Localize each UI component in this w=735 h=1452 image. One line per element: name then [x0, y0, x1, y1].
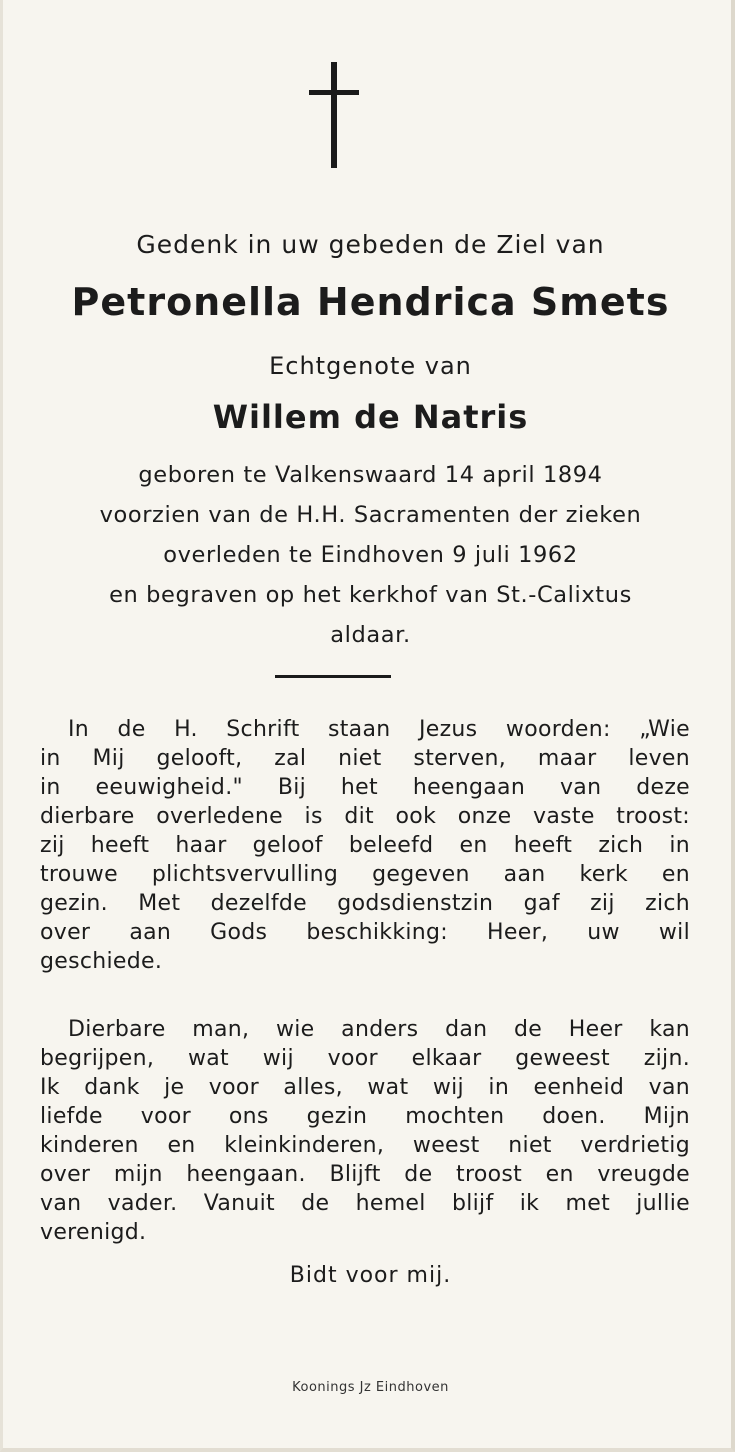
paragraph-line: liefde voor ons gezin mochten doen. Mijn: [40, 1104, 690, 1129]
paragraph-line: in Mij gelooft, zal niet sterven, maar leven: [40, 746, 690, 771]
paragraph-line: kinderen en kleinkinderen, weest niet verdrietig: [40, 1133, 690, 1158]
deceased-name: Petronella Hendrica Smets: [71, 280, 670, 324]
closing-prayer: Bidt voor mij.: [289, 1263, 452, 1288]
burial-line-end: aldaar.: [330, 622, 411, 648]
paragraph-line: verenigd.: [40, 1220, 147, 1245]
paragraph-line: dierbare overledene is dit ook onze vaste troost:: [40, 804, 690, 829]
paragraph-line: geschiede.: [40, 949, 163, 974]
printer-imprint: Koonings Jz Eindhoven: [292, 1380, 449, 1395]
paragraph-line: van vader. Vanuit de hemel blijf ik met jullie: [40, 1191, 690, 1216]
spouse-label: Echtgenote van: [269, 352, 472, 380]
paragraph-line: trouwe plichtsvervulling gegeven aan kerk en: [40, 862, 690, 887]
sacraments-line: voorzien van de H.H. Sacramenten der zieken: [99, 502, 642, 528]
paragraph-line: Dierbare man, wie anders dan de Heer kan: [68, 1017, 690, 1042]
death-line: overleden te Eindhoven 9 juli 1962: [163, 542, 578, 568]
paragraph-line: in eeuwigheid." Bij het heengaan van deze: [40, 775, 690, 800]
scripture-paragraph: [40, 715, 690, 976]
intro-text: Gedenk in uw gebeden de Ziel van: [136, 230, 605, 259]
birth-line: geboren te Valkenswaard 14 april 1894: [138, 462, 603, 488]
cross-icon: [309, 62, 359, 168]
paragraph-line: gezin. Met dezelfde godsdienstzin gaf zij zich: [40, 891, 690, 916]
divider: [275, 675, 391, 678]
farewell-paragraph: [40, 1015, 690, 1247]
paragraph-line: zij heeft haar geloof beleefd en heeft zich in: [40, 833, 690, 858]
burial-line: en begraven op het kerkhof van St.-Calixtus: [109, 582, 632, 608]
spouse-name: Willem de Natris: [212, 398, 529, 436]
paragraph-line: begrijpen, wat wij voor elkaar geweest zijn.: [40, 1046, 690, 1071]
paragraph-line: In de H. Schrift staan Jezus woorden: „Wie: [68, 717, 690, 742]
paragraph-line: over aan Gods beschikking: Heer, uw wil: [40, 920, 690, 945]
paragraph-line: Ik dank je voor alles, wat wij in eenheid van: [40, 1075, 690, 1100]
paragraph-line: over mijn heengaan. Blijft de troost en vreugde: [40, 1162, 690, 1187]
